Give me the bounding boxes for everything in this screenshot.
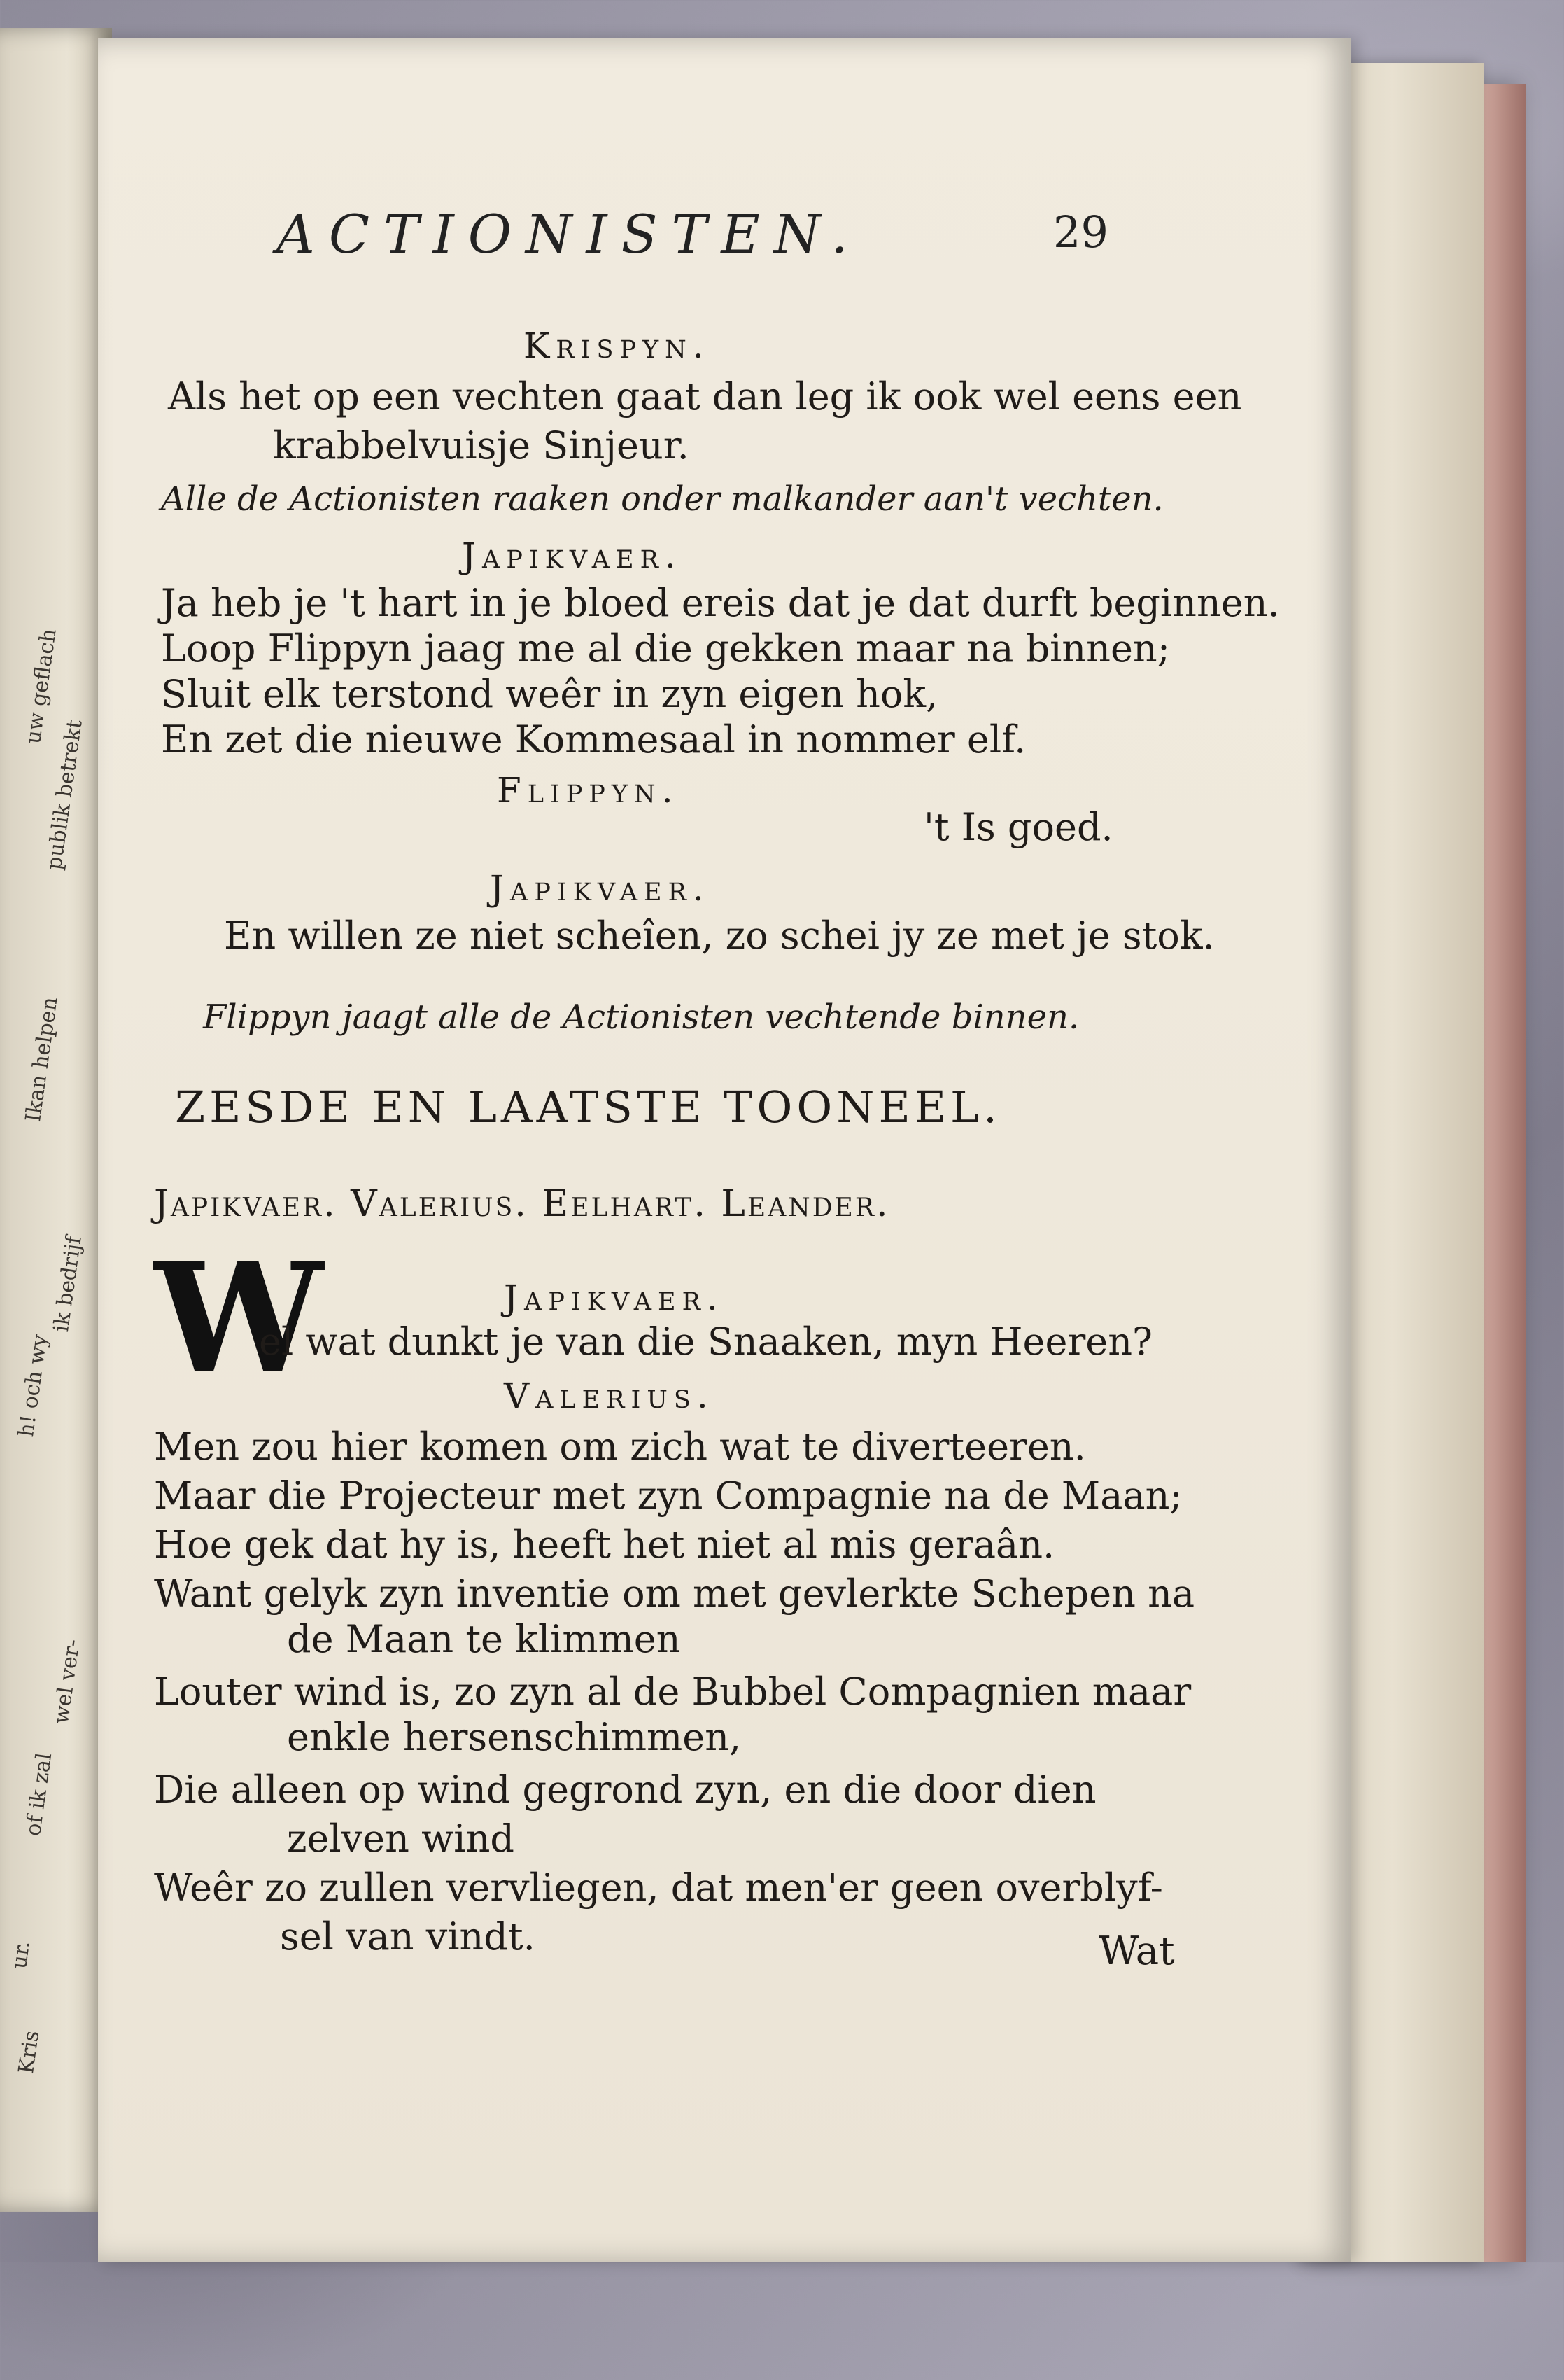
verse-line: Ja heb je 't hart in je bloed ereis dat je dat durft beginnen. <box>161 581 1280 625</box>
running-head: ACTIONISTEN. <box>276 203 862 265</box>
verse-line: Want gelyk zyn inventie om met gevlerkte Schepen na <box>154 1572 1195 1616</box>
scene-title: ZESDE EN LAATSTE TOONEEL. <box>175 1082 1001 1133</box>
verse-line: enkle hersenschimmen, <box>287 1715 742 1759</box>
stage-direction: Flippyn jaagt alle de Actionisten vechtende binnen. <box>203 997 1080 1037</box>
speaker-name: Valerius. <box>504 1376 714 1416</box>
margin-fragment: ur. <box>7 1939 36 1970</box>
verse-line: sel van vindt. <box>280 1914 535 1959</box>
verse-line: En willen ze niet scheîen, zo schei jy ze met je stok. <box>224 913 1215 958</box>
catchword: Wat <box>1099 1928 1175 1974</box>
verse-line: Maar die Projecteur met zyn Compagnie na de Maan; <box>154 1474 1183 1518</box>
margin-fragment: Kris <box>14 2029 45 2076</box>
margin-fragment: h! och wy <box>14 1333 53 1438</box>
verse-line: Als het op een vechten gaat dan leg ik ook wel eens een <box>168 374 1242 419</box>
speaker-name: Japikvaer. <box>462 536 682 576</box>
margin-fragment: publik betrekt <box>42 718 87 872</box>
margin-fragment: uw geflach <box>21 627 62 746</box>
verse-line: de Maan te klimmen <box>287 1617 681 1661</box>
margin-fragment: Ikan helpen <box>21 995 63 1124</box>
page-number: 29 <box>1053 206 1108 258</box>
verse-line: 't Is goed. <box>924 805 1113 849</box>
previous-page-edge <box>0 28 112 2212</box>
verse-line: En zet die nieuwe Kommesaal in nommer elf. <box>161 718 1027 762</box>
speaker-name: Japikvaer. <box>504 1278 724 1318</box>
verse-line: zelven wind <box>287 1816 514 1861</box>
verse-line: Sluit elk terstond weêr in zyn eigen hok, <box>161 672 938 716</box>
stage-direction: Alle de Actionisten raaken onder malkander aan't vechten. <box>161 479 1164 519</box>
speaker-name: Japikvaer. <box>490 868 710 909</box>
margin-fragment: of ik zal <box>21 1751 57 1837</box>
speaker-name: Flippyn. <box>497 770 679 811</box>
verse-line: Weêr zo zullen vervliegen, dat men'er geen overblyf- <box>154 1865 1163 1910</box>
margin-fragment: ik bedrijf <box>49 1234 87 1334</box>
verse-line: Die alleen op wind gegrond zyn, en die door dien <box>154 1768 1097 1812</box>
drop-capital: W <box>154 1229 323 1406</box>
verse-line: el wat dunkt je van die Snaaken, myn Heeren? <box>259 1320 1153 1364</box>
verse-line: Men zou hier komen om zich wat te diverteeren. <box>154 1424 1086 1469</box>
cast-list: Japikvaer. Valerius. Eelhart. Leander. <box>154 1183 890 1225</box>
verse-line: Loop Flippyn jaag me al die gekken maar na binnen; <box>161 626 1170 671</box>
margin-fragment: wel ver- <box>49 1637 85 1726</box>
verse-line: Hoe gek dat hy is, heeft het niet al mis geraân. <box>154 1522 1055 1567</box>
verse-line: Louter wind is, zo zyn al de Bubbel Compagnien maar <box>154 1670 1192 1714</box>
book-page <box>98 38 1351 2262</box>
speaker-name: Krispyn. <box>523 326 710 366</box>
verse-line: krabbelvuisje Sinjeur. <box>273 424 689 468</box>
